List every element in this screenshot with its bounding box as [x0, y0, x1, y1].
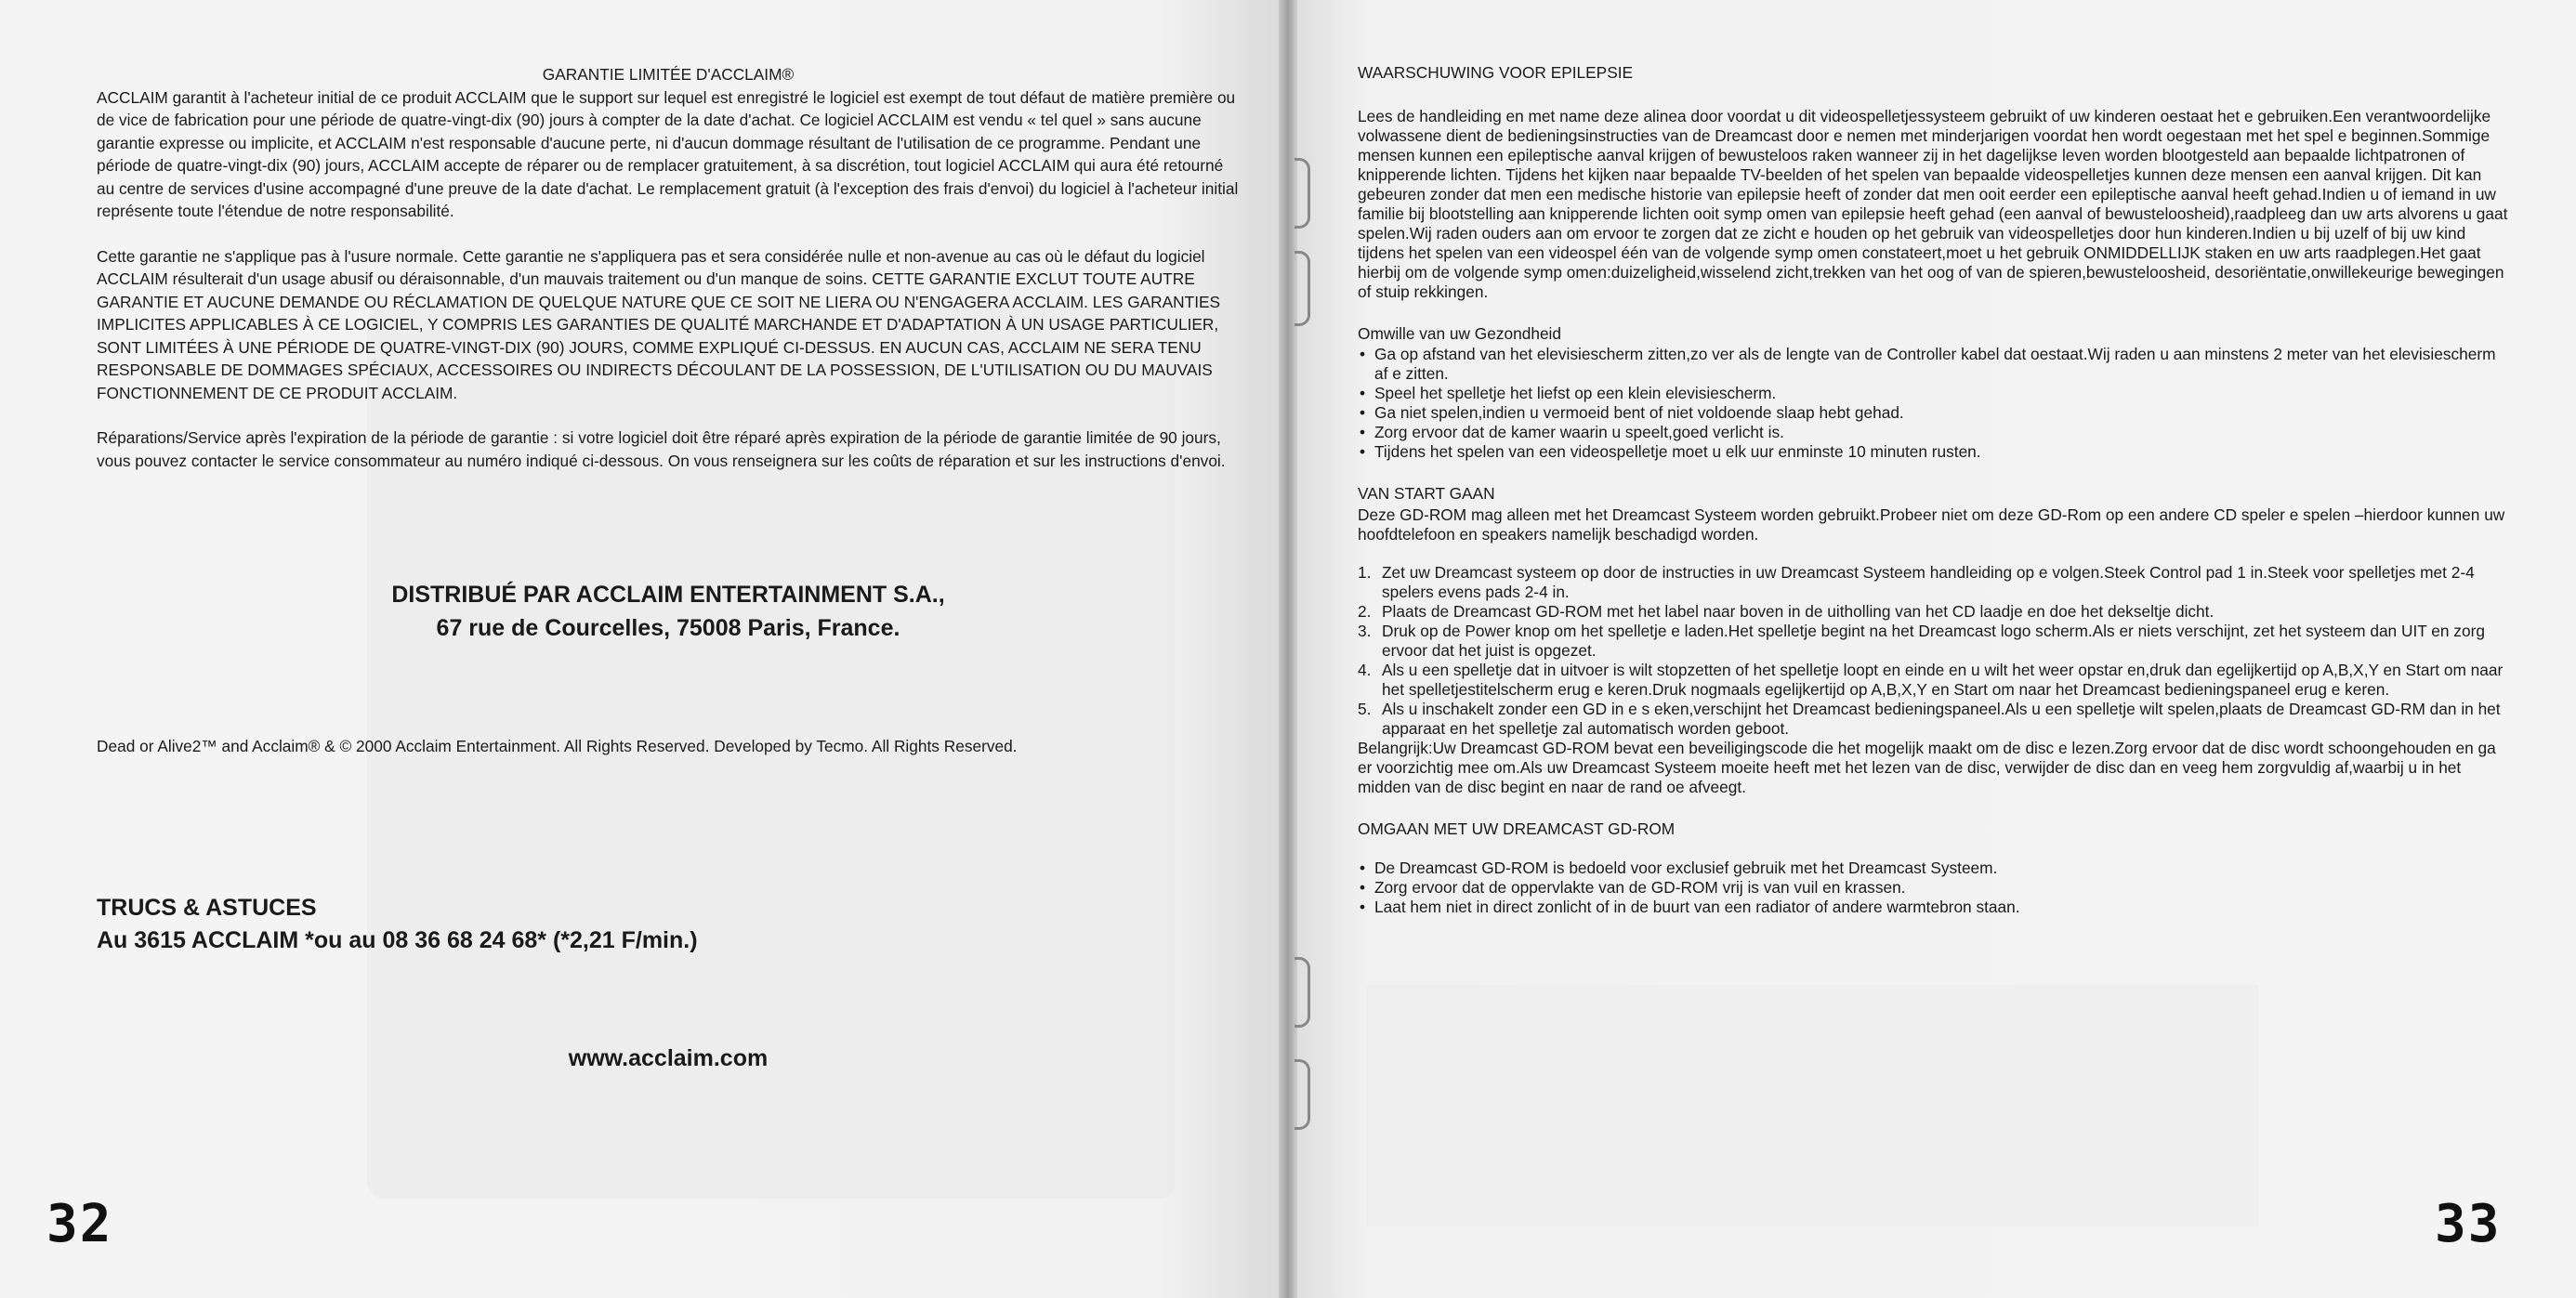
distributor-address: 67 rue de Courcelles, 75008 Paris, France.: [436, 615, 900, 641]
binding-staple: [1295, 957, 1310, 1028]
binding-staple: [1295, 251, 1310, 326]
list-item: • Zorg ervoor dat de kamer waarin u speelt,goed verlicht is.: [1358, 423, 2510, 442]
start-note: Belangrijk:Uw Dreamcast GD-ROM bevat een beveiligingscode die het mogelijk maakt om de disc e lezen.Zorg ervoor dat de disc wordt schoongehouden en ga er voorzichtig mee om.Als uw Dreamcast Systeem moeite heeft met het lezen van de disc, verwijder de disc dan en veeg hem zorgvuldig af,waarbij u in het midden van de disc begint en naar de rand oe afveegt.: [1358, 738, 2496, 796]
tips-block: [97, 892, 698, 957]
step-text: Plaats de Dreamcast GD-ROM met het label naar boven in de uitholling van het CD laadje en doe het dekseltje dicht.: [1382, 601, 2215, 621]
list-item: [1358, 700, 2510, 739]
guarantee-paragraph: ACCLAIM garantit à l'acheteur initial de ce produit ACCLAIM que le support sur lequel est enregistré le logiciel est exempt de tout défaut de matière première ou de vice de fabrication pour une période de quatre-vingt-dix (90) jours à compter de la date d'achat. Ce logiciel ACCLAIM est vendu « tel quel » sans aucune garantie expresse ou implicite, et ACCLAIM n'est responsable d'aucune perte, ni d'aucun dommage résultant de l'utilisation de ce programme. Pendant une période de quatre-vingt-dix (90) jours, ACCLAIM accepte de réparer ou de remplacer gratuitement, à sa discrétion, tout logiciel ACCLAIM qui aura été retourné au centre de services d'usine accompagné d'une preuve de la date d'achat. Le remplacement gratuit (à l'exception des frais d'envoi) du logiciel à l'acheteur initial représente toute l'étendue de notre responsabilité.: [97, 87, 1239, 220]
binding-staple: [1295, 1059, 1310, 1130]
epilepsy-paragraph: Lees de handleiding en met name deze alinea door voordat u dit videospelletjessysteem gebruikt of uw kinderen oestaat het e gebruiken.Een verantwoordelijke volwassene dient de bedieningsinstructies van de Dreamcast door e nemen met minderjarigen voordat hen wordt oegestaan met het spel e beginnen.Sommige mensen kunnen een epileptische aanval krijgen of bewusteloos raken wanneer zij in het dagelijkse leven worden blootgesteld aan bepaalde lichtpatronen of knipperende lichten. Tijdens het kijken naar bepaalde TV-beelden of het spelen van bepaalde videospelletjes kunnen deze mensen een aanval krijgen. Dit kan gebeuren zonder dat men een medische historie van epilepsie heeft of zonder dat men ooit eerder een epileptische aanval heeft gehad.Indien u of iemand in uw familie bij blootstelling aan knipperende lichten ooit symp omen van epilepsie heeft gehad (een aanval of bewusteloosheid),raadpleeg dan uw arts alvorens u gaat spelen.Wij raden ouders aan om ervoor te zorgen dat ze zicht e houden op het gebruik van videospelletjes door hun kinderen.Indien u bij uzelf of bij uw kind tijdens het spelen van een videospel één van de volgende symp omen constateert,moet u het gebruik ONMIDDELLIJK staken en uw arts raadplegen.Het gaat hierbij om de volgende symp omen:duizeligheid,wisselend zicht,trekken van het oog of van de spieren,bewusteloosheid, desoriëntatie,onwillekeurige bewegingen of stuip rekkingen.: [1358, 106, 2508, 301]
step-text: Zet uw Dreamcast systeem op door de instructies in uw Dreamcast Systeem handleiding op e volgen.Steek Control pad 1 in.Steek voor spelletjes met 2-4 spelers evens pads 2-4 in.: [1382, 562, 2475, 601]
list-item: • Ga op afstand van het elevisiescherm zitten,zo ver als de lengte van de Controller kabel dat oestaat.Wij raden u aan minstens 2 meter van het elevisiescherm af e zitten.: [1358, 345, 2510, 384]
health-list: [1358, 345, 2510, 462]
step-text: Als u een spelletje dat in uitvoer is wilt stopzetten of het spelletje loopt en einde en u wilt het weer opstar en,druk dan egelijkertijd op A,B,X,Y en Start om naar het spelletjestitelscherm erug e keren.Druk nogmaals egelijkertijd op A,B,X,Y en Start om naar het Dreamcast bedieningspaneel erug e keren.: [1382, 660, 2504, 699]
distributor-name: DISTRIBUÉ PAR ACCLAIM ENTERTAINMENT S.A.,: [391, 582, 945, 608]
tips-phone: Au 3615 ACCLAIM *ou au 08 36 68 24 68* (*2,21 F/min.): [97, 927, 698, 953]
guarantee-section: [97, 63, 1240, 472]
start-steps: [1358, 563, 2510, 739]
guarantee-paragraph: Cette garantie ne s'applique pas à l'usure normale. Cette garantie ne s'appliquera pas et sera considérée nulle et non-avenue au cas où le défaut du logiciel ACCLAIM résulterait d'un usage abusif ou déraisonnable, d'un mauvais traitement ou d'un manque de soins. CETTE GARANTIE EXCLUT TOUTE AUTRE GARANTIE ET AUCUNE DEMANDE OU RÉCLAMATION DE QUELQUE NATURE QUE CE SOIT NE LIERA OU N'ENGAGERA ACCLAIM. LES GARANTIES IMPLICITES APPLICABLES À CE LOGICIEL, Y COMPRIS LES GARANTIES DE QUALITÉ MARCHANDE ET D'ADAPTATION À UN USAGE PARTICULIER, SONT LIMITÉES À UNE PÉRIODE DE QUATRE-VINGT-DIX (90) JOURS, COMME EXPLIQUÉ CI-DESSUS. EN AUCUN CAS, ACCLAIM NE SERA TENU RESPONSABLE DE DOMMAGES SPÉCIAUX, ACCESSOIRES OU INDIRECTS DÉCOULANT DE LA POSSESSION, DE L'UTILISATION OU DU MAUVAIS FONCTIONNEMENT DE CE PRODUIT ACCLAIM.: [97, 246, 1221, 402]
start-title: VAN START GAAN: [1358, 484, 1495, 503]
health-title: Omwille van uw Gezondheid: [1358, 323, 1562, 343]
list-item: • Speel het spelletje het liefst op een klein elevisiescherm.: [1358, 384, 2510, 403]
list-item: • Laat hem niet in direct zonlicht of in de buurt van een radiator of andere warmtebron staan.: [1358, 898, 2510, 917]
bleed-through-shape: [1366, 985, 2258, 1226]
care-title: OMGAAN MET UW DREAMCAST GD-ROM: [1358, 819, 1676, 838]
epilepsy-section: [1358, 61, 2510, 917]
list-item: • De Dreamcast GD-ROM is bedoeld voor exclusief gebruik met het Dreamcast Systeem.: [1358, 859, 2510, 878]
epilepsy-title: WAARSCHUWING VOOR EPILEPSIE: [1358, 63, 1634, 82]
list-item: [1358, 661, 2510, 700]
list-item: [1358, 602, 2510, 622]
care-list: [1358, 859, 2510, 917]
step-text: Als u inschakelt zonder een GD in e s eken,verschijnt het Dreamcast bedieningspaneel.Als u een spelletje wilt spelen,plaats de Dreamcast GD-RM dan in het apparaat en het spelletje zal automatisch worden geboot.: [1382, 699, 2501, 738]
list-item: • Tijdens het spelen van een videospelletje moet u elk uur enminste 10 minuten rusten.: [1358, 442, 2510, 462]
list-item: [1358, 622, 2510, 661]
distributor-block: [97, 578, 1240, 645]
website-link[interactable]: www.acclaim.com: [568, 1045, 769, 1071]
page-number: 32: [46, 1194, 113, 1254]
start-paragraph: Deze GD-ROM mag alleen met het Dreamcast Systeem worden gebruikt.Probeer niet om deze GD-Rom op een andere CD speler e spelen –hierdoor kunnen uw hoofdtelefoon en speakers namelijk beschadigd worden.: [1358, 505, 2505, 544]
list-item: • Zorg ervoor dat de oppervlakte van de GD-ROM vrij is van vuil en krassen.: [1358, 878, 2510, 898]
tips-title: TRUCS & ASTUCES: [97, 895, 317, 921]
guarantee-title: GARANTIE LIMITÉE D'ACCLAIM®: [542, 65, 795, 84]
guarantee-paragraph: Réparations/Service après l'expiration de la période de garantie : si votre logiciel doit être réparé après expiration de la période de garantie limitée de 90 jours, vous pouvez contacter le service consommateur au numéro indiqué ci-dessous. On vous renseignera sur les coûts de réparation et sur les instructions d'envoi.: [97, 428, 1226, 470]
page-number: 33: [2435, 1194, 2502, 1254]
step-text: Druk op de Power knop om het spelletje e laden.Het spelletje begint na het Dreamcast logo scherm.Als er niets verschijnt, zet het systeem dan UIT en zorg ervoor dat het juist is opgezet.: [1382, 621, 2485, 660]
list-item: • Ga niet spelen,indien u vermoeid bent of niet voldoende slaap hebt gehad.: [1358, 403, 2510, 423]
copyright-notice: Dead or Alive2™ and Acclaim® & © 2000 Acclaim Entertainment. All Rights Reserved. Developed by Tecmo. All Rights Reserved.: [97, 737, 1018, 755]
binding-staple: [1295, 158, 1310, 229]
list-item: [1358, 563, 2510, 602]
